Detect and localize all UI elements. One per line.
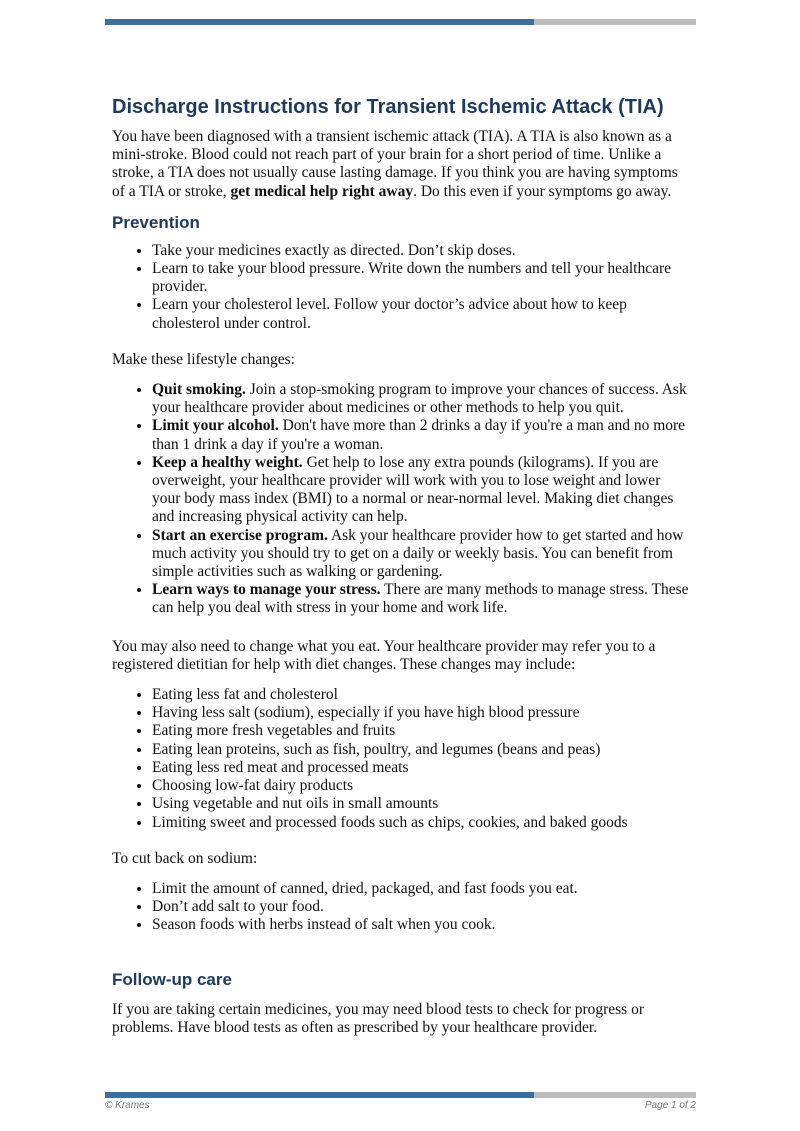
page-number: Page 1 of 2 (644, 1100, 696, 1111)
diet-intro: You may also need to change what you eat. Your healthcare provider may refer you to a registered dietitian for help with diet changes. These changes may include: (112, 637, 656, 673)
list-item: • Eating lean proteins, such as fish, poultry, and legumes (beans and peas) (152, 741, 692, 759)
diet-list (112, 686, 692, 832)
list-item: • Don’t add salt to your food. (152, 898, 692, 916)
bottom-divider-bar (105, 1092, 696, 1098)
top-bar-accent (105, 19, 534, 25)
list-item-text: Don't have more than 2 drinks a day if you're a man and no more than 1 drink a day if you're a woman. (152, 417, 686, 453)
list-item-title: Learn ways to manage your stress. (152, 581, 381, 599)
page-title: Discharge Instructions for Transient Ischemic Attack (TIA) (112, 96, 664, 118)
list-item: • Eating less fat and cholesterol (152, 686, 692, 704)
list-item (152, 454, 692, 527)
list-item-text: There are many methods to manage stress. These can help you deal with stress in your home and work life. (152, 581, 689, 617)
prevention-heading: Prevention (112, 212, 200, 232)
list-item: • Take your medicines exactly as directed. Don’t skip doses. (152, 242, 692, 260)
sodium-intro: To cut back on sodium: (112, 849, 258, 867)
list-item-title: Limit your alcohol. (152, 417, 279, 435)
page-footer (105, 1100, 696, 1111)
list-item (152, 417, 692, 453)
list-item: • Eating more fresh vegetables and fruits (152, 722, 692, 740)
list-item-text: Join a stop-smoking program to improve your chances of success. Ask your healthcare provider about medicines or other methods to help you quit. (152, 381, 687, 417)
list-item-text: Ask your healthcare provider how to get started and how much activity you should try to get on a daily or weekly basis. You can benefit from simple activities such as walking or gardening. (152, 526, 684, 581)
list-item: • Learn your cholesterol level. Follow your doctor’s advice about how to keep cholesterol under control. (152, 296, 692, 332)
list-item: • Limit the amount of canned, dried, packaged, and fast foods you eat. (152, 880, 692, 898)
list-item: • Learn to take your blood pressure. Write down the numbers and tell your healthcare provider. (152, 260, 692, 296)
intro-text-1: You have been diagnosed with a transient ischemic attack (TIA). A TIA is also known as a mini-stroke. Blood could not reach part of your brain for a short period of time. Unlike a stroke, a TIA does not usually cause lasting damage. If you think you are having symptoms of a TIA or stroke, (112, 128, 678, 200)
list-item-text: Get help to lose any extra pounds (kilograms). If you are overweight, your healthcare provider will work with you to lose weight and lower your body mass index (BMI) to a normal or near-normal level. Making diet changes and increasing physical activity can help. (152, 453, 674, 526)
followup-heading: Follow-up care (112, 969, 232, 989)
followup-paragraph: If you are taking certain medicines, you may need blood tests to check for progress or problems. Have blood tests as often as prescribed by your healthcare provider. (112, 1000, 644, 1036)
copyright-text: © Krames (105, 1100, 150, 1111)
list-item-title: Keep a healthy weight. (152, 453, 303, 471)
document-body (112, 94, 692, 1037)
bottom-bar-track (534, 1092, 696, 1098)
intro-emphasis: get medical help right away (230, 182, 414, 200)
list-item (152, 527, 692, 582)
list-item-title: Start an exercise program. (152, 526, 328, 544)
list-item-title: Quit smoking. (152, 381, 246, 399)
list-item: • Having less salt (sodium), especially if you have high blood pressure (152, 704, 692, 722)
bottom-bar-accent (105, 1092, 534, 1098)
list-item (152, 581, 692, 617)
lifestyle-list (112, 381, 692, 618)
top-divider-bar (105, 19, 696, 25)
list-item: • Limiting sweet and processed foods such as chips, cookies, and baked goods (152, 814, 692, 832)
list-item: • Eating less red meat and processed meats (152, 759, 692, 777)
sodium-list (112, 880, 692, 935)
list-item: • Choosing low-fat dairy products (152, 777, 692, 795)
intro-text-2: . Do this even if your symptoms go away. (413, 182, 672, 200)
top-bar-track (534, 19, 696, 25)
lifestyle-intro: Make these lifestyle changes: (112, 350, 295, 368)
list-item (152, 381, 692, 417)
list-item: • Using vegetable and nut oils in small amounts (152, 795, 692, 813)
intro-paragraph (112, 128, 692, 201)
prevention-list (112, 242, 692, 333)
list-item: • Season foods with herbs instead of salt when you cook. (152, 916, 692, 934)
